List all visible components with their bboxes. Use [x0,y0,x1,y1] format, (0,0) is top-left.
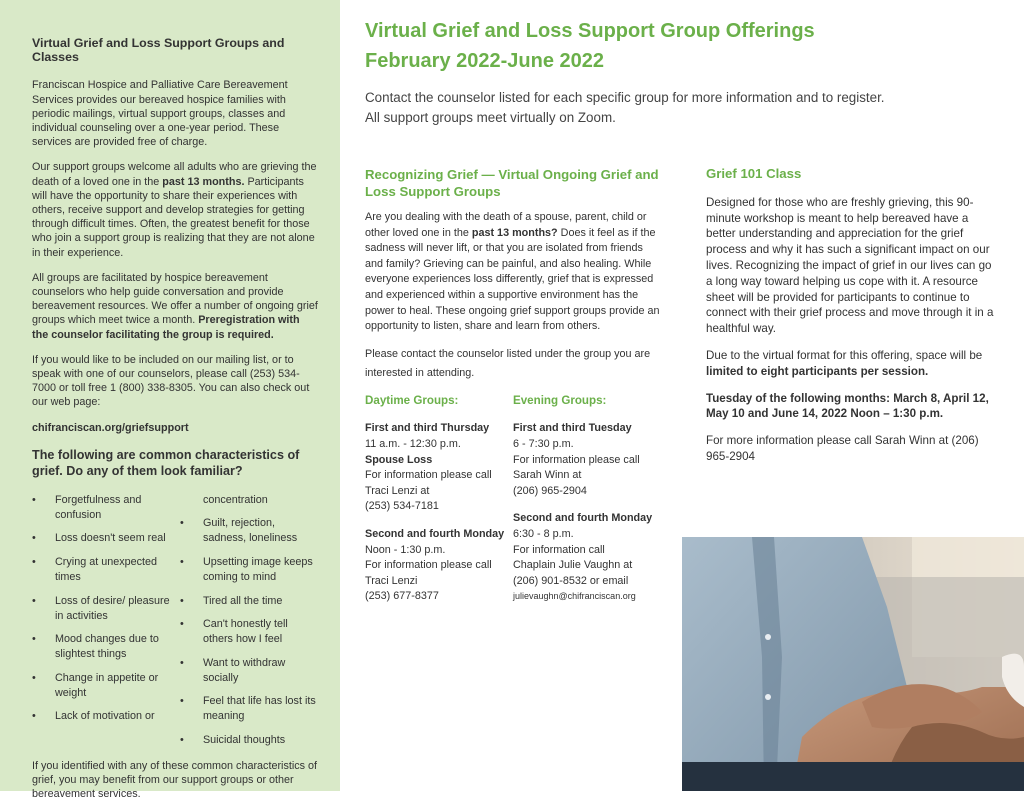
emphasis-13-months: past 13 months. [162,175,245,188]
symptom-item [180,594,318,609]
evening-groups-heading: Evening Groups: [513,393,607,407]
bullet-icon: • [179,556,184,569]
slot-day: Second and fourth Monday [365,527,505,540]
symptom-item [180,656,318,686]
holding-hands-illustration [682,537,1024,791]
bullet-icon: • [179,517,184,530]
slot-phone: (253) 677-8377 [365,590,439,603]
symptom-item [32,493,180,523]
slot-phone: (253) 534-7181 [365,500,439,513]
recognizing-grief-heading: Recognizing Grief — Virtual Ongoing Grief and Loss Support Groups [365,167,659,199]
symptom-text: Upsetting image keeps coming to mind [202,556,313,584]
sidebar-contact-paragraph: If you would like to be included on our mailing list, or to speak with one of our counselors, please call (253) 534-7000 or toll free 1 (800) 338-8305. You can also check out our web page: [32,353,310,409]
preregistration-note: Preregistration with the counselor facilitating the group is required. [32,314,300,341]
bullet-icon: • [32,493,36,506]
grief-101-schedule [706,391,994,423]
slot-time: 6:30 - 8 p.m. [513,527,574,540]
symptom-item [32,709,180,724]
recognizing-grief-contact: Please contact the counselor listed under the group you are interested in attending. [365,347,651,379]
slot-contact-person: Sarah Winn at [513,469,582,482]
page-title-line-1: Virtual Grief and Loss Support Group Offerings [365,20,815,42]
symptom-item [32,531,180,546]
symptom-text: Crying at unexpected times [55,556,158,584]
holding-hands-photo [682,537,1024,791]
recognizing-grief-body: Are you dealing with the death of a spouse, parent, child or other loved one in the past 13 months? Does it feel as if the sadness will never lift, or that you are isolated from friends and family? Grieving can be painful, and also healing. While everyone experiences loss differently, grief that is expressed and experienced within a supportive environment has the power to heal. These ongoing grief support groups provide an opportunity to listen, share and learn from others. [365,211,660,333]
daytime-groups [365,393,513,617]
slot-contact-person: Chaplain Julie Vaughn at [513,559,633,572]
grief-101-dates: Tuesday of the following months: March 8, April 12, May 10 and June 14, 2022 Noon – 1:30 p.m. [706,391,989,421]
slot-day: First and third Thursday [365,422,490,435]
grief-101-description: Designed for those who are freshly grieving, this 90-minute workshop is meant to help bereaved have a better understanding and appreciation for the grief process and why it has such a significant impact on our lives. Recognizing the impact of grief in our lives can go a long way toward helping us cope with it. A resource sheet will be provided for participants to continue to connect with their grief process and move through it in a healthful way. [706,195,994,336]
slot-group-name: Spouse Loss [365,453,433,466]
sidebar-eligibility-paragraph: Our support groups welcome all adults who are grieving the death of a loved one in the past 13 months. Participants will have the opportunity to share their experiences with others, receive support and develop strategies for getting through difficult times. Often, the greatest benefit for those who join a support group is realizing that they are not alone in their experience. [32,161,317,259]
daytime-groups-heading: Daytime Groups: [365,393,459,407]
slot-time: 11 a.m. - 12:30 p.m. [365,437,461,450]
symptom-item [32,594,180,624]
symptoms-list [32,493,318,757]
bullet-icon: • [32,633,36,646]
symptom-text: Forgetfulness and confusion [55,493,142,521]
bullet-icon: • [179,656,184,669]
bullet-icon: • [32,594,36,607]
bullet-icon: • [32,556,36,569]
symptom-text: Can't honestly tell others how I feel [202,618,288,646]
symptom-item [32,632,180,662]
evening-slot-2 [513,511,661,605]
symptom-text: Mood changes due to slightest things [55,633,159,661]
sidebar-heading: Virtual Grief and Loss Support Groups and Classes [32,36,285,65]
symptom-text: Loss doesn't seem real [55,532,166,545]
symptom-item [32,671,180,701]
slot-contact-person: Traci Lenzi [365,574,418,587]
daytime-slot-2 [365,527,513,605]
symptom-text: Feel that life has lost its meaning [202,695,316,723]
slot-time: Noon - 1:30 p.m. [365,543,446,556]
symptoms-column-1 [32,493,180,757]
sidebar-facilitation-paragraph: All groups are facilitated by hospice bereavement counselors who help guide conversation and provide bereavement resources. We offer a number of ongoing grief groups which meet twice a month. Preregistration with the counselor facilitating the group is required. [32,271,318,341]
bullet-icon: • [179,734,184,747]
bullet-icon: • [179,594,184,607]
symptoms-heading: The following are common characteristics of grief. Do any of them look familiar? [32,447,300,478]
evening-slot-1 [513,421,661,499]
intro-line-1: Contact the counselor listed for each specific group for more information and to register. [365,90,885,105]
bullet-icon: • [32,532,36,545]
daytime-slot-1 [365,421,513,515]
grief-101-heading: Grief 101 Class [706,166,802,181]
symptom-item [180,555,318,585]
intro-line-2: All support groups meet virtually on Zoom. [365,110,616,125]
symptom-text: Tired all the time [202,594,283,607]
symptom-text: Loss of desire/ pleasure in activities [55,594,170,622]
group-schedule [365,393,661,617]
symptom-text: Lack of motivation or [55,710,155,723]
slot-info: For information please call [365,469,492,482]
capacity-limit: limited to eight participants per session. [706,364,929,378]
page-title-line-2: February 2022-June 2022 [365,50,605,72]
symptom-text: Suicidal thoughts [202,734,286,747]
symptom-item [180,694,318,724]
slot-day: First and third Tuesday [513,422,632,435]
bullet-icon: • [179,618,184,631]
recognizing-grief-section [365,166,661,617]
page-title [365,16,815,76]
symptom-text: Change in appetite or weight [55,671,159,699]
symptom-item [180,516,318,546]
slot-day: Second and fourth Monday [513,512,653,525]
grief-101-contact: For more information please call Sarah Winn at (206) 965-2904 [706,434,979,463]
symptom-continuation: concentration [202,493,268,506]
slot-time: 6 - 7:30 p.m. [513,437,574,450]
grief-support-link[interactable]: chifranciscan.org/griefsupport [32,421,189,434]
bullet-icon: • [32,671,36,684]
symptom-item [180,617,318,647]
symptom-text: Want to withdraw socially [202,656,286,684]
emphasis-13-months-question: past 13 months? [471,226,558,239]
symptom-text: Guilt, rejection, sadness, loneliness [202,517,298,545]
sidebar-panel [0,0,340,801]
intro-text [365,88,965,128]
slot-info: For information call [513,543,605,556]
evening-groups [513,393,661,617]
slot-phone: (206) 901-8532 or email [513,574,629,587]
bullet-icon: • [179,695,184,708]
slot-info: For information please call [365,559,492,572]
sidebar-intro-paragraph: Franciscan Hospice and Palliative Care Bereavement Services provides our bereaved hospice families with periodic mailings, virtual support groups, classes and individual counseling over a one-year period. These services are provided free of charge. [32,79,288,149]
symptom-item [32,555,180,585]
grief-101-section [706,166,994,476]
slot-email[interactable]: julievaughn@chifranciscan.org [513,591,636,602]
symptoms-column-2 [180,493,318,757]
symptom-item [180,733,318,748]
slot-phone: (206) 965-2904 [513,484,587,497]
slot-info: For information please call [513,453,640,466]
slot-contact-person: Traci Lenzi at [365,484,430,497]
grief-101-capacity: Due to the virtual format for this offering, space will be limited to eight participants per session. [706,348,983,378]
sidebar-closing-paragraph: If you identified with any of these common characteristics of grief, you may benefit from our support groups or other bereavement services. [32,759,318,801]
main-content [340,0,1024,791]
bullet-icon: • [32,710,36,723]
